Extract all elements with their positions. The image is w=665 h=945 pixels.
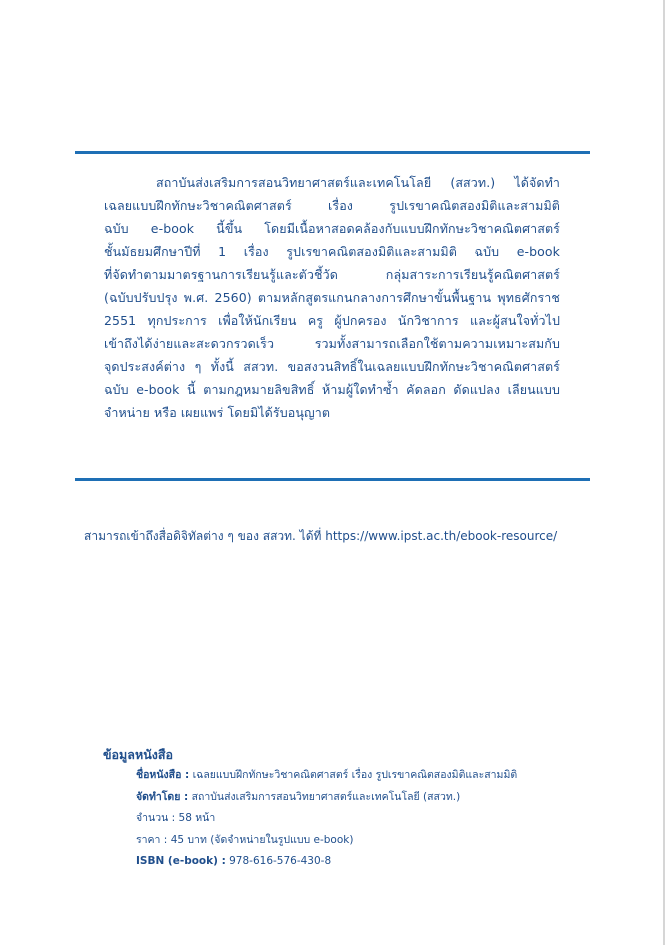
paragraph-line: ชั้นมัธยมศึกษาปีที่ 1 เรื่อง รูปเรขาคณิตสองมิติและสามมิติ ฉบับ e-book xyxy=(104,244,560,259)
isbn-label: ISBN (e-book) : xyxy=(136,855,226,867)
paragraph-line: เข้าถึงได้ง่ายและสะดวกรวดเร็ว รวมทั้งสามารถเลือกใช้ตามความเหมาะสมกับ xyxy=(104,336,560,351)
publisher-label: จัดทำโดย : xyxy=(136,790,189,803)
pages-row xyxy=(136,808,636,830)
isbn-value: 978-616-576-430-8 xyxy=(229,855,332,867)
publisher-value: สถาบันส่งเสริมการสอนวิทยาศาสตร์และเทคโนโลยี (สสวท.) xyxy=(191,790,461,803)
paragraph-line: จุดประสงค์ต่าง ๆ ทั้งนี้ สสวท. ขอสงวนสิทธิ์ในเฉลยแบบฝึกทักษะวิชาคณิตศาสตร์ xyxy=(104,359,560,374)
paragraph-line: ที่จัดทำตามมาตรฐานการเรียนรู้และตัวชี้วัด กลุ่มสาระการเรียนรู้คณิตศาสตร์ xyxy=(104,267,560,282)
paragraph-line: จำหน่าย หรือ เผยแพร่ โดยมิได้รับอนุญาต xyxy=(104,405,331,420)
book-info xyxy=(103,745,603,873)
paragraph-line: เฉลยแบบฝึกทักษะวิชาคณิตศาสตร์ เรื่อง รูปเรขาคณิตสองมิติและสามมิติ xyxy=(104,198,560,213)
paragraph-line: (ฉบับปรับปรุง พ.ศ. 2560) ตามหลักสูตรแกนกลางการศึกษาขั้นพื้นฐาน พุทธศักราช xyxy=(104,290,560,305)
isbn-row xyxy=(136,851,636,873)
book-title-value: เฉลยแบบฝึกทักษะวิชาคณิตศาสตร์ เรื่อง รูปเรขาคณิตสองมิติและสามมิติ xyxy=(192,769,518,781)
price-label: ราคา : xyxy=(136,833,168,846)
price-value: 45 บาท (จัดจำหน่ายในรูปแบบ e-book) xyxy=(170,833,354,846)
pages-label: จำนวน : xyxy=(136,812,176,824)
price-row xyxy=(136,830,636,852)
intro-paragraph xyxy=(104,171,560,424)
pages-value: 58 หน้า xyxy=(178,812,216,824)
paragraph-line: ฉบับ e-book นี้ขึ้น โดยมีเนื้อหาสอดคล้องกับแบบฝึกทักษะวิชาคณิตศาสตร์ xyxy=(104,221,560,236)
book-title-label: ชื่อหนังสือ : xyxy=(136,769,190,781)
paragraph-line: ฉบับ e-book นี้ ตามกฎหมายลิขสิทธิ์ ห้ามผู้ใดทำซ้ำ คัดลอก ดัดแปลง เลียนแบบ xyxy=(104,382,560,397)
paragraph-line: สถาบันส่งเสริมการสอนวิทยาศาสตร์และเทคโนโลยี (สสวท.) ได้จัดทำ xyxy=(156,175,560,190)
digital-media-link-text[interactable]: สามารถเข้าถึงสื่อดิจิทัลต่าง ๆ ของ สสวท. ได้ที่ https://www.ipst.ac.th/ebook-resource/ xyxy=(84,529,558,543)
top-divider xyxy=(75,151,590,154)
book-info-heading: ข้อมูลหนังสือ xyxy=(103,747,173,762)
bottom-divider xyxy=(75,478,590,481)
book-title-row xyxy=(136,765,636,787)
paragraph-line: 2551 ทุกประการ เพื่อให้นักเรียน ครู ผู้ปกครอง นักวิชาการ และผู้สนใจทั่วไป xyxy=(104,313,560,328)
publisher-row xyxy=(136,787,636,809)
